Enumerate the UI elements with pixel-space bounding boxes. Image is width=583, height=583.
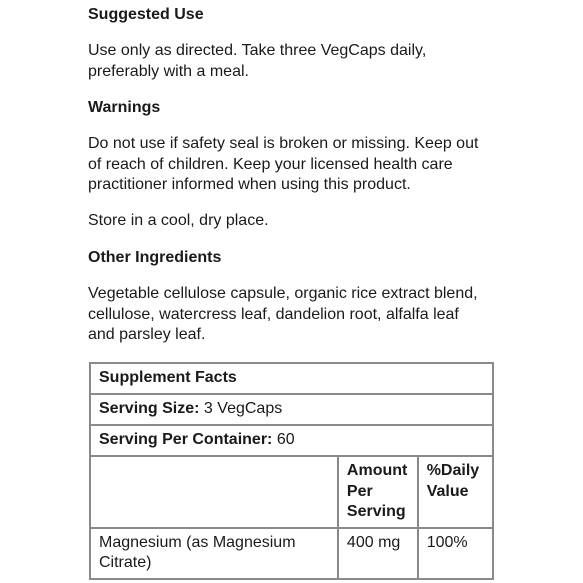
- ingredients-line: Vegetable cellulose capsule, organic rice extract blend,: [88, 285, 478, 302]
- storage-line: Store in a cool, dry place.: [88, 212, 269, 229]
- table-header-row: [90, 456, 493, 528]
- other-ingredients-text: [88, 284, 508, 346]
- suggested-use-line: Use only as directed. Take three VegCaps daily,: [88, 42, 427, 59]
- warnings-line: practitioner informed when using this product.: [88, 176, 411, 193]
- table-row: [90, 425, 493, 456]
- servings-per-container-value: 60: [272, 431, 295, 448]
- supplement-facts-table: [89, 362, 494, 580]
- servings-per-container-cell: [90, 425, 493, 456]
- servings-per-container-label: Serving Per Container:: [99, 431, 273, 448]
- nutrient-name-cell: [90, 528, 338, 579]
- table-row: [90, 394, 493, 425]
- warnings-line: of reach of children. Keep your licensed health care: [88, 155, 453, 173]
- amount-header-line: Per: [346, 482, 373, 500]
- ingredients-line: cellulose, watercress leaf, dandelion root, alfalfa leaf: [88, 305, 459, 323]
- nutrient-dv-cell: 100%: [418, 528, 493, 579]
- serving-size-value: 3 VegCaps: [199, 400, 283, 417]
- table-row: [90, 363, 493, 394]
- serving-size-cell: [90, 394, 493, 425]
- serving-size-label: Serving Size:: [99, 400, 200, 417]
- warnings-heading: Warnings: [88, 99, 161, 116]
- storage-text: [88, 211, 508, 232]
- dv-header-line: Value: [426, 482, 469, 500]
- daily-value-header: [418, 456, 493, 528]
- nutrient-amount-cell: 400 mg: [338, 528, 418, 579]
- warnings-text: [88, 134, 508, 196]
- nutrient-name-line: Citrate): [99, 554, 152, 571]
- supplement-facts-title: Supplement Facts: [90, 363, 493, 394]
- ingredients-line: and parsley leaf.: [88, 326, 206, 343]
- warnings-line: Do not use if safety seal is broken or missing. Keep out: [88, 135, 479, 152]
- nutrient-name-line: Magnesium (as Magnesium: [99, 533, 296, 551]
- table-row: [90, 528, 493, 579]
- amount-header-line: Serving: [346, 503, 406, 520]
- empty-header-cell: [90, 456, 338, 528]
- suggested-use-text: [88, 41, 508, 82]
- dv-header-line: %Daily: [426, 462, 480, 479]
- amount-header-line: Amount: [346, 462, 408, 479]
- suggested-use-line: preferably with a meal.: [88, 62, 249, 80]
- suggested-use-heading: Suggested Use: [88, 6, 204, 23]
- other-ingredients-heading: Other Ingredients: [88, 249, 222, 266]
- amount-per-serving-header: [338, 456, 418, 528]
